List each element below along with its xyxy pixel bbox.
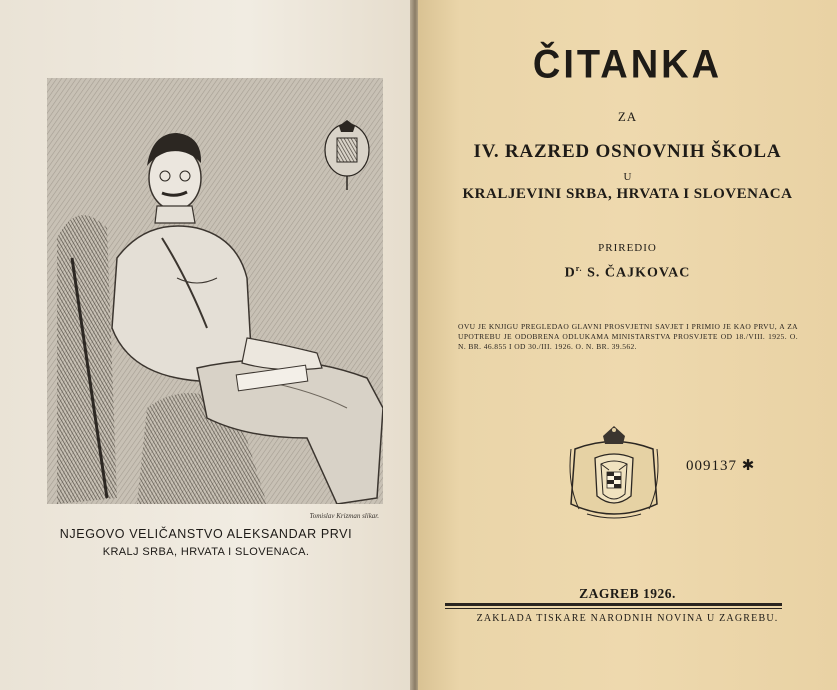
place-and-year: ZAGREB 1926.: [579, 586, 676, 601]
author-surname: S. ČAJKOVAC: [582, 265, 691, 281]
portrait-caption-subtitle: KRALJ SRBA, HRVATA I SLOVENACA.: [102, 546, 310, 558]
publisher-line: ZAKLADA TISKARE NARODNIH NOVINA U ZAGREBU.: [476, 613, 779, 624]
edited-by-label: PRIREDIO: [598, 242, 657, 254]
kingdom-heading: KRALJEVINI SRBA, HRVATA I SLOVENACA: [462, 186, 793, 202]
author-name: [418, 264, 837, 282]
coat-of-arms-icon: [565, 424, 663, 528]
approval-note: OVU JE KNJIGU PREGLEDAO GLAVNI PROSVJETNI SAVJET I PRIMIO JE KAO PRVU, A ZA UPOTREBU JE ODOBRENA ODLUKAMA MINISTARSTVA PROSVJETE OD 18./VIII. 1925. O. N. BR. 46.855 I OD 30./III. 1926. O. N. BR. 39.562.: [458, 322, 798, 351]
portrait-caption-title: NJEGOVO VELIČANSTVO ALEKSANDAR PRVI: [59, 527, 353, 541]
grade-heading: IV. RAZRED OSNOVNIH ŠKOLA: [473, 141, 782, 162]
book-title: ČITANKA: [532, 42, 723, 88]
artist-signature: Tomislav Krizman slikar.: [309, 512, 379, 520]
author-prefix-superscript: r.: [575, 264, 583, 273]
author-prefix: D: [564, 265, 576, 281]
for-label: ZA: [617, 109, 638, 124]
divider-thick: [445, 603, 782, 606]
portrait-illustration: [47, 78, 383, 504]
serial-number: 009137 ✱: [686, 458, 756, 474]
left-page: [0, 0, 412, 690]
divider-thin: [445, 608, 782, 609]
title-page: [418, 0, 837, 690]
in-label: U: [623, 171, 632, 183]
